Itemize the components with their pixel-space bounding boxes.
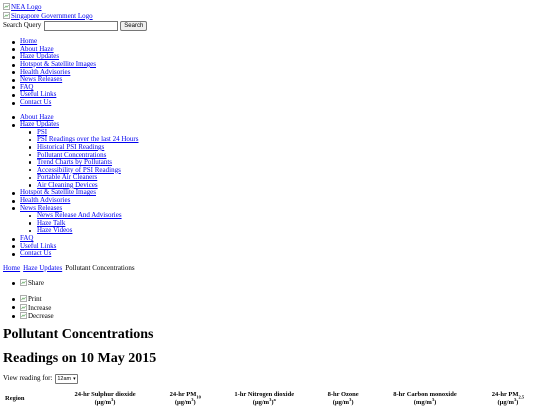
share-icon	[20, 279, 27, 286]
unit-text: (µg/m	[497, 398, 514, 406]
main-nav-link-news[interactable]: News Releases	[20, 75, 63, 84]
submenu-item-news-release	[3, 212, 537, 220]
main-nav-link-home[interactable]: Home	[20, 37, 38, 46]
print-label: Print	[28, 295, 42, 303]
col-co-name: 8-hr Carbon monoxide	[393, 390, 457, 398]
submenu-item-haze-videos	[3, 227, 537, 235]
col-pm10-sub: 10	[196, 394, 201, 400]
increase-font-label: Increase	[28, 303, 52, 312]
side-nav-link-health[interactable]: Health Advisories	[20, 196, 71, 205]
view-reading-label: View reading for:	[3, 373, 53, 382]
search-form	[3, 21, 537, 31]
increase-font-icon	[20, 304, 27, 311]
col-ozone-unit	[317, 396, 369, 407]
side-nav-link-news[interactable]: News Releases	[20, 203, 63, 212]
decrease-font-label: Decrease	[28, 312, 54, 321]
submenu-link-portable-air-cleaners[interactable]: Portable Air Cleaners	[37, 173, 98, 182]
submenu-item-haze-talk	[3, 220, 537, 228]
submenu-link-haze-talk[interactable]: Haze Talk	[37, 218, 66, 227]
main-nav	[3, 38, 537, 106]
main-nav-item-health	[3, 69, 537, 77]
unit-close: )	[351, 398, 354, 406]
unit-sup: 3	[349, 396, 352, 402]
col-ozone	[315, 391, 371, 407]
breadcrumb	[3, 265, 537, 273]
col-pm25	[479, 391, 537, 407]
main-nav-item-contact	[3, 99, 537, 107]
readings-table	[3, 391, 537, 407]
unit-text: (µg/m	[174, 398, 192, 406]
broken-image-icon	[3, 12, 10, 19]
col-co-unit	[373, 396, 477, 407]
unit-close: )	[193, 398, 196, 406]
submenu-link-haze-videos[interactable]: Haze Videos	[37, 226, 73, 235]
unit-text: (mg/m	[413, 398, 432, 406]
unit-text: (µg/m	[94, 398, 112, 406]
unit-sup: 3	[269, 396, 272, 402]
main-nav-item-about-haze	[3, 46, 537, 54]
view-reading-row	[3, 374, 537, 384]
share-list	[3, 279, 537, 288]
reading-time-value: 12am	[57, 375, 72, 382]
unit-text: (µg/m	[252, 398, 270, 406]
side-nav-news-submenu	[3, 212, 537, 235]
submenu-link-trend-charts[interactable]: Trend Charts by Pollutants	[37, 158, 112, 167]
side-nav-item-faq	[3, 235, 537, 243]
col-no2	[213, 391, 315, 407]
col-co	[371, 391, 479, 407]
main-nav-link-contact[interactable]: Contact Us	[20, 97, 52, 106]
submenu-link-news-release[interactable]: News Release And Advisories	[37, 211, 122, 220]
page-subtitle: Readings on 10 May 2015	[3, 350, 157, 366]
nea-logo-alt: NEA Logo	[11, 3, 42, 11]
print-icon	[20, 295, 27, 302]
share-label: Share	[28, 279, 44, 288]
side-nav-haze-updates-submenu	[3, 129, 537, 190]
unit-sup: 3	[111, 396, 114, 402]
chevron-down-icon: ▾	[73, 375, 76, 382]
unit-sup: 3	[191, 396, 194, 402]
unit-text: (µg/m	[332, 398, 350, 406]
unit-close: )	[113, 398, 116, 406]
main-nav-link-haze-updates[interactable]: Haze Updates	[20, 52, 60, 61]
main-nav-item-useful-links	[3, 91, 537, 99]
singapore-government-logo-link[interactable]	[3, 12, 537, 21]
side-nav-link-haze-updates[interactable]: Haze Updates	[20, 120, 60, 129]
main-nav-link-about-haze[interactable]: About Haze	[20, 44, 54, 53]
main-nav-link-health[interactable]: Health Advisories	[20, 67, 71, 76]
col-region: Region	[5, 394, 25, 402]
main-nav-item-news	[3, 76, 537, 84]
col-pm25-sub: 2.5	[518, 394, 525, 400]
submenu-link-psi-24h[interactable]: PSI Readings over the last 24 Hours	[37, 135, 139, 144]
side-nav-link-hotspot[interactable]: Hotspot & Satellite Images	[20, 188, 97, 197]
col-pm10-name: 24-hr PM	[169, 390, 197, 398]
page-title: Pollutant Concentrations	[3, 326, 154, 342]
breadcrumb-current: Pollutant Concentrations	[65, 263, 135, 272]
side-nav-link-contact[interactable]: Contact Us	[20, 249, 52, 258]
unit-sup: 3	[431, 396, 435, 402]
decrease-font-item[interactable]	[3, 312, 537, 321]
submenu-link-pollutant-concentrations[interactable]: Pollutant Concentrations	[37, 150, 107, 159]
unit-sup: 3	[513, 396, 517, 402]
col-pm25-name: 24-hr PM	[491, 390, 519, 398]
search-button[interactable]: Search	[120, 21, 147, 31]
side-nav-item-useful-links	[3, 243, 537, 251]
submenu-link-psi[interactable]: PSI	[37, 127, 48, 136]
unit-close: )	[516, 398, 519, 406]
breadcrumb-haze-updates[interactable]: Haze Updates	[23, 263, 63, 272]
col-no2-name: 1-hr Nitrogen dioxide	[234, 390, 295, 398]
search-input[interactable]	[44, 21, 118, 31]
side-nav	[3, 114, 537, 258]
unit-close: )	[271, 398, 274, 406]
main-nav-link-hotspot[interactable]: Hotspot & Satellite Images	[20, 59, 97, 68]
side-nav-link-faq[interactable]: FAQ	[20, 234, 34, 243]
side-nav-item-haze-updates	[3, 121, 537, 189]
increase-font-item[interactable]	[3, 304, 537, 313]
side-nav-link-useful-links[interactable]: Useful Links	[20, 241, 57, 250]
page-tools	[3, 295, 537, 321]
print-item[interactable]	[3, 295, 537, 304]
main-nav-item-hotspot	[3, 61, 537, 69]
unit-close: )	[434, 398, 437, 406]
search-label: Search Query	[3, 21, 42, 30]
table-header-row	[3, 391, 537, 407]
main-nav-link-faq[interactable]: FAQ	[20, 82, 34, 91]
col-so2-unit	[55, 396, 155, 407]
reading-time-select[interactable]	[55, 374, 77, 384]
col-no2-unit	[215, 396, 313, 407]
share-item[interactable]	[3, 279, 537, 288]
col-so2	[53, 391, 157, 407]
col-so2-name: 24-hr Sulphur dioxide	[74, 390, 136, 398]
footnote-marker: a	[273, 396, 276, 402]
side-nav-item-hotspot	[3, 189, 537, 197]
main-nav-item-faq	[3, 84, 537, 92]
col-ozone-name: 8-hr Ozone	[327, 390, 359, 398]
singapore-government-logo-alt: Singapore Government Logo	[11, 11, 93, 20]
main-nav-item-home	[3, 38, 537, 46]
main-nav-link-useful-links[interactable]: Useful Links	[20, 90, 57, 99]
decrease-font-icon	[20, 312, 27, 319]
side-nav-item-contact	[3, 250, 537, 258]
side-nav-link-about-haze[interactable]: About Haze	[20, 112, 54, 121]
submenu-link-historical-psi[interactable]: Historical PSI Readings	[37, 142, 105, 151]
submenu-link-accessibility[interactable]: Accessibility of PSI Readings	[37, 165, 121, 174]
side-nav-item-news	[3, 205, 537, 235]
submenu-link-air-cleaning-devices[interactable]: Air Cleaning Devices	[37, 180, 98, 189]
nea-logo-link[interactable]	[3, 3, 537, 12]
broken-image-icon	[3, 3, 10, 10]
side-nav-item-health	[3, 197, 537, 205]
breadcrumb-home[interactable]: Home	[3, 263, 21, 272]
col-pm10	[157, 391, 213, 407]
side-nav-item-about-haze	[3, 114, 537, 122]
